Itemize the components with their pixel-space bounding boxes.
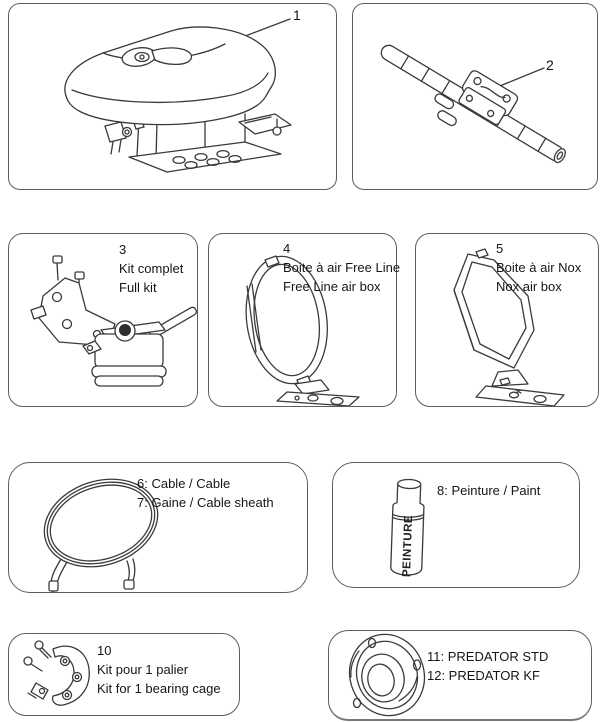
part-number-10: 10: [97, 643, 112, 658]
part-number-3: 3: [119, 242, 127, 257]
part-name-en: Full kit: [119, 280, 157, 295]
part-11-label: 11: PREDATOR STD: [427, 649, 549, 664]
part-name-en: Free Line air box: [283, 279, 381, 294]
part-8-label: 8: Peinture / Paint: [437, 483, 541, 498]
support-tube-clamp-icon: [353, 4, 597, 189]
panel-6-7-cable: [8, 462, 308, 593]
panel-8-paint: [332, 462, 580, 588]
panel-5-label: [496, 239, 581, 296]
part-name-fr: Boite à air Free Line: [283, 260, 401, 275]
part-name-fr: Kit pour 1 palier: [97, 662, 189, 677]
panel-10-bearing-cage-kit: [8, 633, 240, 716]
panel-11-12-predator: [328, 630, 592, 721]
callout-number-1: 1: [293, 7, 301, 23]
panel-1-air-box-assembly: [8, 3, 337, 190]
paint-can-label: PEINTURE: [400, 514, 416, 578]
part-name-en: Nox air box: [496, 279, 562, 294]
panel-10-label: [97, 641, 221, 698]
part-name-fr: Kit complet: [119, 261, 184, 276]
panel-11-12-label: [427, 647, 548, 685]
part-7-label: 7: Gaine / Cable sheath: [137, 495, 274, 510]
panel-4-label: [283, 239, 400, 296]
part-number-4: 4: [283, 241, 291, 256]
air-box-cover-assembly-icon: [9, 4, 336, 189]
panel-6-7-label: [137, 474, 274, 512]
part-number-5: 5: [496, 241, 504, 256]
part-12-label: 12: PREDATOR KF: [427, 668, 540, 683]
part-name-en: Kit for 1 bearing cage: [97, 681, 221, 696]
callout-number-2: 2: [546, 57, 554, 73]
part-6-label: 6: Cable / Cable: [137, 476, 231, 491]
panel-3-label: [119, 240, 183, 297]
part-name-fr: Boite à air Nox: [496, 260, 582, 275]
panel-5-nox-air-box: [415, 233, 599, 407]
panel-2-support-tube: [352, 3, 598, 190]
panel-8-label: [437, 481, 540, 500]
panel-4-free-line-air-box: [208, 233, 401, 407]
panel-3-full-kit: [8, 233, 198, 407]
